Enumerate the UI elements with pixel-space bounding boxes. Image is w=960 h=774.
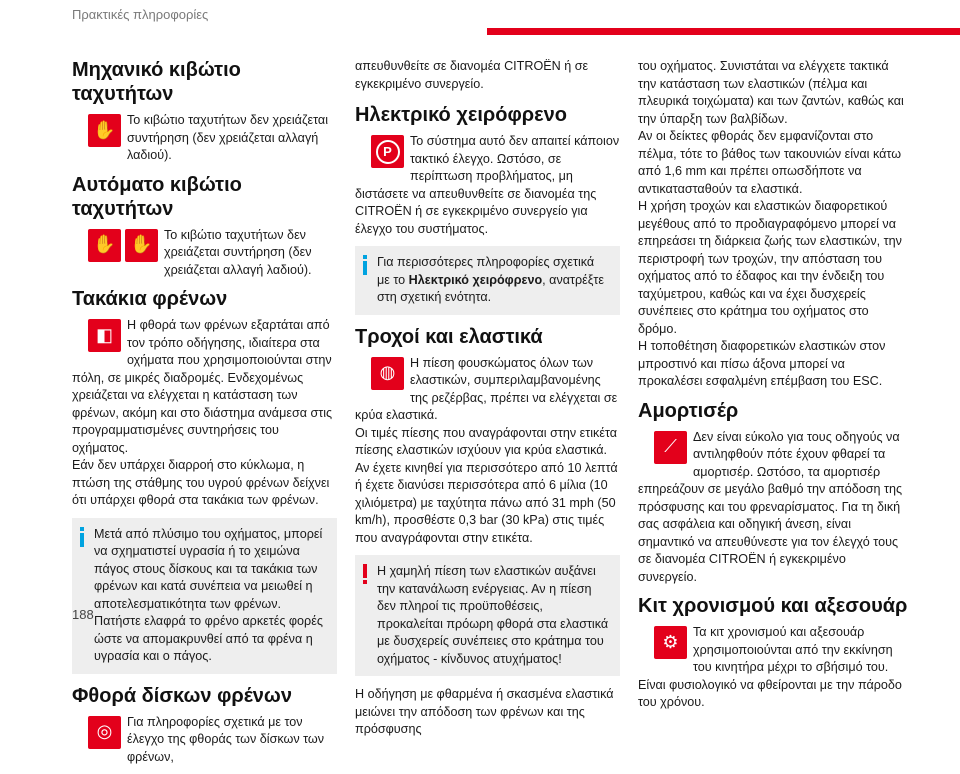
info-icon <box>79 527 84 547</box>
parking-brake-icon <box>371 135 404 168</box>
column-1 <box>72 58 337 774</box>
section-electric-parking-brake <box>355 103 620 315</box>
column-3 <box>638 58 908 720</box>
auto-gearbox-icon: ✋ <box>88 229 121 262</box>
section-title: Αυτόματο κιβώτιο ταχυτήτων <box>72 173 242 220</box>
section-text: Δεν είναι εύκολο για τους οδηγούς να αντιληφθούν πότε έχουν φθαρεί τα αμορτισέρ. Ωστόσο, τα αμορτισέρ επηρεάζουν σε μεγάλο βαθμό την απόδοση της πρόσφυσης και του φρεναρίσματος. Για τη δική σας ασφάλεια και οδηγική άνεση, είναι σημαντικό να απευθύνεστε για τον έλεγχό τους σε διανομέα CITROËN ή εγκεκριμένο συνεργείο. <box>638 429 903 584</box>
continued-text: του οχήματος. Συνιστάται να ελέγχετε τακτικά την κατάσταση των ελαστικών (πέλμα και πλευρικά τοιχώματα) και των ζαντών, καθώς και την ύπαρξη των βαλβίδων. Αν οι δείκτες φθοράς δεν εμφανίζονται στο πέλμα, τότε το βάθος των τακουνιών είναι κάτω από 1,6 mm και πρέπει οπωσδήποτε να αντικατασταθούν τα ελαστικά. Η χρήση τροχών και ελαστικών διαφορετικού μεγέθους από το προδιαγραφόμενο μπορεί να επηρεάσει τη διάρκεια ζωής των ελαστικών, την περιστροφή των τροχών, την απόσταση του οχήματος από το έδαφος και την ένδειξη του ταχύμετρου, καθώς και να έχει δυσχερείς συνέπειες στο κράτημα του οχήματος στο δρόμο. Η τοποθέτηση διαφορετικών ελαστικών στον μπροστινό και πίσω άξονα μπορεί να προκαλέσει εσφαλμένη επέμβαση του ESC. <box>638 59 904 388</box>
note-text: Η χαμηλή πίεση των ελαστικών αυξάνει την κατανάλωση ενέργειας. Αν η πίεση δεν πληροί τις προϋποθέσεις, προκαλείται πρόωρη φθορά στα ελαστικά με δυσχερείς συνέπειες στο κράτημα του οχήματος - κίνδυνος ατυχήματος! <box>377 564 609 666</box>
column-2 <box>355 58 620 747</box>
note-text-pre: Για περισσότερες πληροφορίες σχετικά με το <box>377 255 595 287</box>
info-icon <box>362 255 367 275</box>
auto-gearbox-alt-icon: ✋ <box>125 229 158 262</box>
section-title: Τακάκια φρένων <box>72 288 228 310</box>
section-text: Το κιβώτιο ταχυτήτων δεν χρειάζεται συντήρηση (δεν χρειάζεται αλλαγή λαδιού). <box>164 227 312 277</box>
note-text-post: , ανατρέξτε στη σχετική ενότητα. <box>377 272 605 304</box>
section-wheels-tyres <box>355 325 620 739</box>
brake-pads-icon: ◧ <box>88 319 121 352</box>
section-text: Η φθορά των φρένων εξαρτάται από τον τρόπο οδήγησης, ιδιαίτερα στα οχήματα που χρησιμοποιούνται στην πόλη, σε μικρές διαδρομές. Ενδεχομένως χρειάζεται να ελέγχεται η κατάσταση των φρένων, ακόμη και στο διάστημα ανάμεσα στις προγραμματισμένες συντηρήσεις του οχήματος. Εάν δεν υπάρχει διαρροή στο κύκλωμα, η πτώση της στάθμης του υγρού φρένων δείχνει ότι υπάρχει φθορά στα τακάκια των φρένων. <box>72 318 333 507</box>
brake-disc-icon: ◎ <box>88 716 121 749</box>
section-title: Αμορτισέρ <box>638 399 739 422</box>
section-text: Το σύστημα αυτό δεν απαιτεί κάποιον τακτικό έλεγχο. Ωστόσο, σε περίπτωση προβλήματος, μη διστάσετε να απευθυνθείτε σε διανομέα της CITROËN ή σε εγκεκριμένο συνεργείο για έλεγχο του συστήματος. <box>355 134 620 236</box>
warning-icon <box>362 564 367 584</box>
section-text-after: Η οδήγηση με φθαρμένα ή σκασμένα ελαστικά μειώνει την απόδοση των φρένων και της πρόσφυσης <box>355 687 614 736</box>
header-accent-bar <box>487 28 960 35</box>
section-text: Τα κιτ χρονισμού και αξεσουάρ χρησιμοποιούνται από την εκκίνηση του κινητήρα μέχρι το σβήσιμό του. Είναι φυσιολογικό να φθείρονται με την πάροδο του χρόνου. <box>638 625 902 709</box>
note-text <box>377 254 610 307</box>
note-text-bold: Ηλεκτρικό χειρόφρενο <box>408 272 543 287</box>
section-title: Κιτ χρονισμού και αξεσουάρ <box>638 595 908 617</box>
section-shock-absorbers <box>638 399 908 587</box>
continued-text: απευθυνθείτε σε διανομέα CITROËN ή σε εγκεκριμένο συνεργείο. <box>355 59 589 91</box>
page-number: 188 <box>72 607 94 622</box>
section-title: Ηλεκτρικό χειρόφρενο <box>355 104 567 126</box>
section-text: Η πίεση φουσκώματος όλων των ελαστικών, συμπεριλαμβανομένης της ρεζέρβας, πρέπει να ελέγχεται σε κρύα ελαστικά. Οι τιμές πίεσης που αναγράφονται στην ετικέτα πίεσης ελαστικών ισχύουν για κρύα ελαστικά. Αν έχετε κινηθεί για περισσότερο από 10 λεπτά ή έχετε διανύσει περισσότερα από 6 μίλια (10 χιλιόμετρα) με ταχύτητα πάνω από 31 mph (50 km/h), προσθέστε 0,3 bar (30 kPa) στις τιμές που αναγράφονται στην ετικέτα. <box>355 355 618 545</box>
header-title: Πρακτικές πληροφορίες <box>72 7 209 22</box>
timing-kit-icon: ⚙ <box>654 626 687 659</box>
section-manual-gearbox <box>72 58 337 165</box>
section-brake-discs <box>72 684 337 767</box>
section-title: Μηχανικό κιβώτιο ταχυτήτων <box>72 59 241 105</box>
shock-absorber-icon: ⟋ <box>654 431 687 464</box>
section-title: Φθορά δίσκων φρένων <box>72 684 292 707</box>
section-brake-pads <box>72 287 337 674</box>
tyre-icon: ◍ <box>371 357 404 390</box>
warning-note <box>355 555 620 676</box>
info-note <box>355 246 620 315</box>
parking-brake-icon-letter: P <box>376 140 400 164</box>
section-title: Τροχοί και ελαστικά <box>355 325 543 348</box>
section-timing-kit <box>638 594 908 712</box>
section-auto-gearbox <box>72 173 337 280</box>
section-text: Το κιβώτιο ταχυτήτων δεν χρειάζεται συντήρηση (δεν χρειάζεται αλλαγή λαδιού). <box>127 113 328 162</box>
section-text: Για πληροφορίες σχετικά με τον έλεγχο της φθοράς των δίσκων των φρένων, <box>127 714 325 764</box>
manual-gearbox-icon: ✋ <box>88 114 121 147</box>
note-text: Μετά από πλύσιμο του οχήματος, μπορεί να σχηματιστεί υγρασία ή το χειμώνα πάγος στους δίσκους και τα τακάκια των φρένων και κατά συνέπεια να μειωθεί η αποτελεσματικότητα των φρένων. Πατήστε ελαφρά το φρένο αρκετές φορές ώστε να απομακρυνθεί από τα φρένα η υγρασία και ο πάγος. <box>94 526 323 663</box>
info-note <box>72 518 337 674</box>
